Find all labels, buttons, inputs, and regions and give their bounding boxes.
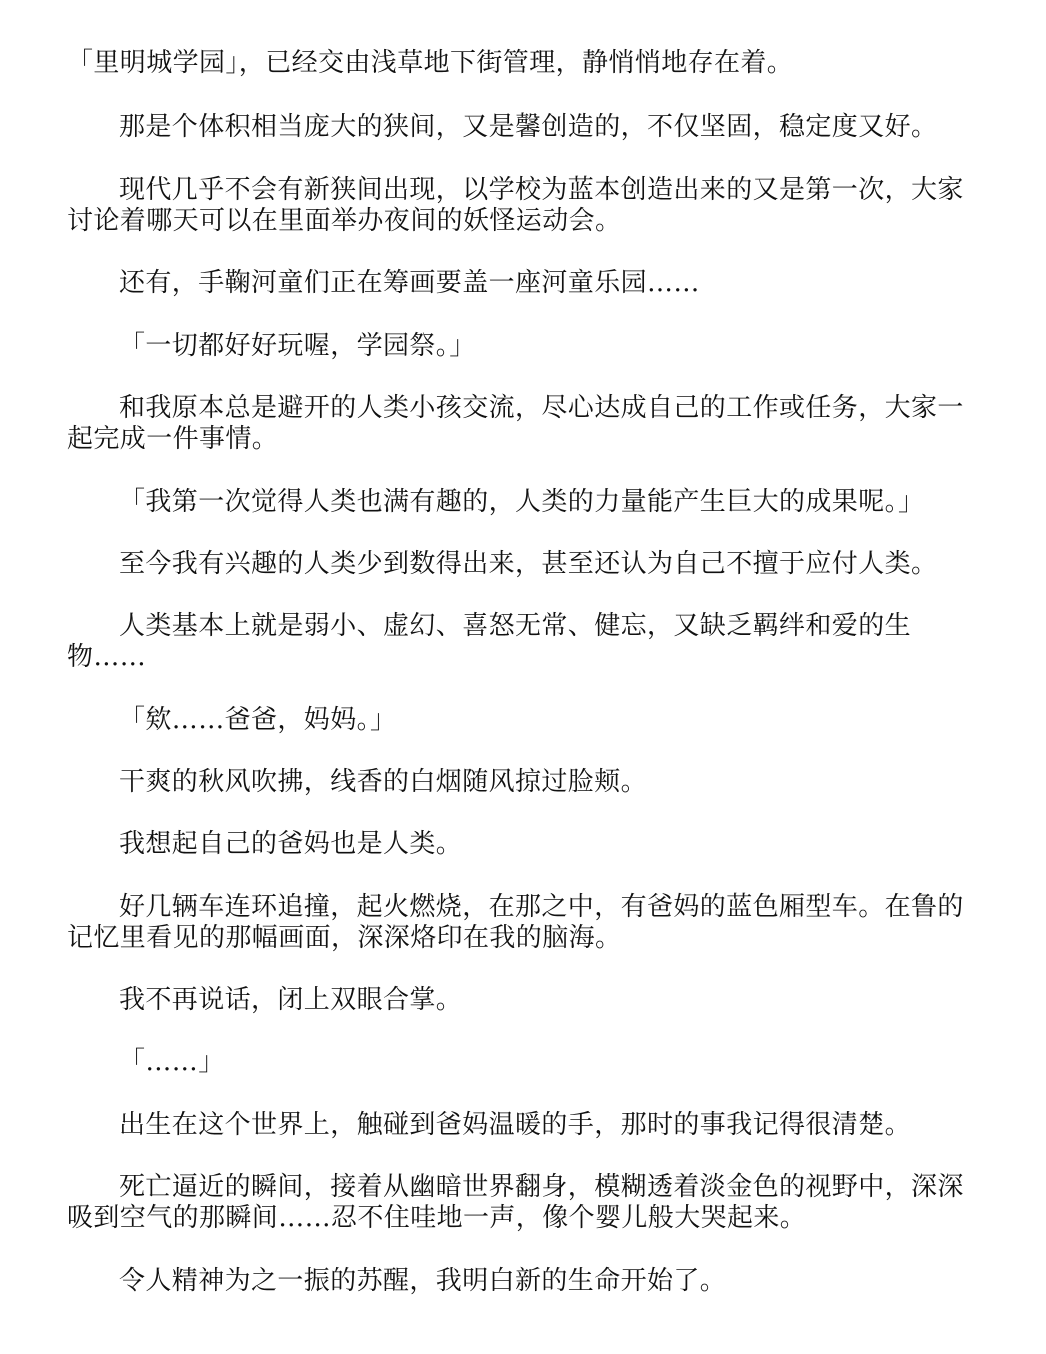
paragraph: 「里明城学园」，已经交由浅草地下街管理，静悄悄地存在着。 — [67, 48, 794, 78]
paragraph: 出生在这个世界上，触碰到爸妈温暖的手，那时的事我记得很清楚。 — [119, 1110, 912, 1140]
paragraph: 我想起自己的爸妈也是人类。 — [119, 829, 463, 859]
paragraph: 好几辆车连环追撞，起火燃烧，在那之中，有爸妈的蓝色厢型车。在鲁的记忆里看见的那幅画面，深深烙印在我的脑海。 — [67, 892, 964, 953]
paragraph: 和我原本总是避开的人类小孩交流，尽心达成自己的工作或任务，大家一起完成一件事情。 — [67, 393, 964, 454]
paragraph: 「欸……爸爸，妈妈。」 — [119, 705, 397, 735]
paragraph: 「……」 — [119, 1047, 225, 1077]
paragraph: 「一切都好好玩喔，学园祭。」 — [119, 331, 476, 361]
paragraph: 那是个体积相当庞大的狭间，又是馨创造的，不仅坚固，稳定度又好。 — [119, 112, 938, 142]
paragraph: 至今我有兴趣的人类少到数得出来，甚至还认为自己不擅于应付人类。 — [119, 549, 938, 579]
paragraph: 现代几乎不会有新狭间出现，以学校为蓝本创造出来的又是第一次，大家讨论着哪天可以在里面举办夜间的妖怪运动会。 — [67, 175, 964, 236]
paragraph: 人类基本上就是弱小、虚幻、喜怒无常、健忘，又缺乏羁绊和爱的生物…… — [67, 611, 912, 672]
paragraph: 干爽的秋风吹拂，线香的白烟随风掠过脸颊。 — [119, 767, 648, 797]
paragraph: 还有，手鞠河童们正在筹画要盖一座河童乐园…… — [119, 268, 700, 298]
paragraph: 「我第一次觉得人类也满有趣的，人类的力量能产生巨大的成果呢。」 — [119, 487, 925, 517]
paragraph: 我不再说话，闭上双眼合掌。 — [119, 985, 463, 1015]
paragraph: 死亡逼近的瞬间，接着从幽暗世界翻身，模糊透着淡金色的视野中，深深吸到空气的那瞬间……忍不住哇地一声，像个婴儿般大哭起来。 — [67, 1172, 964, 1233]
paragraph: 令人精神为之一振的苏醒，我明白新的生命开始了。 — [119, 1266, 727, 1296]
